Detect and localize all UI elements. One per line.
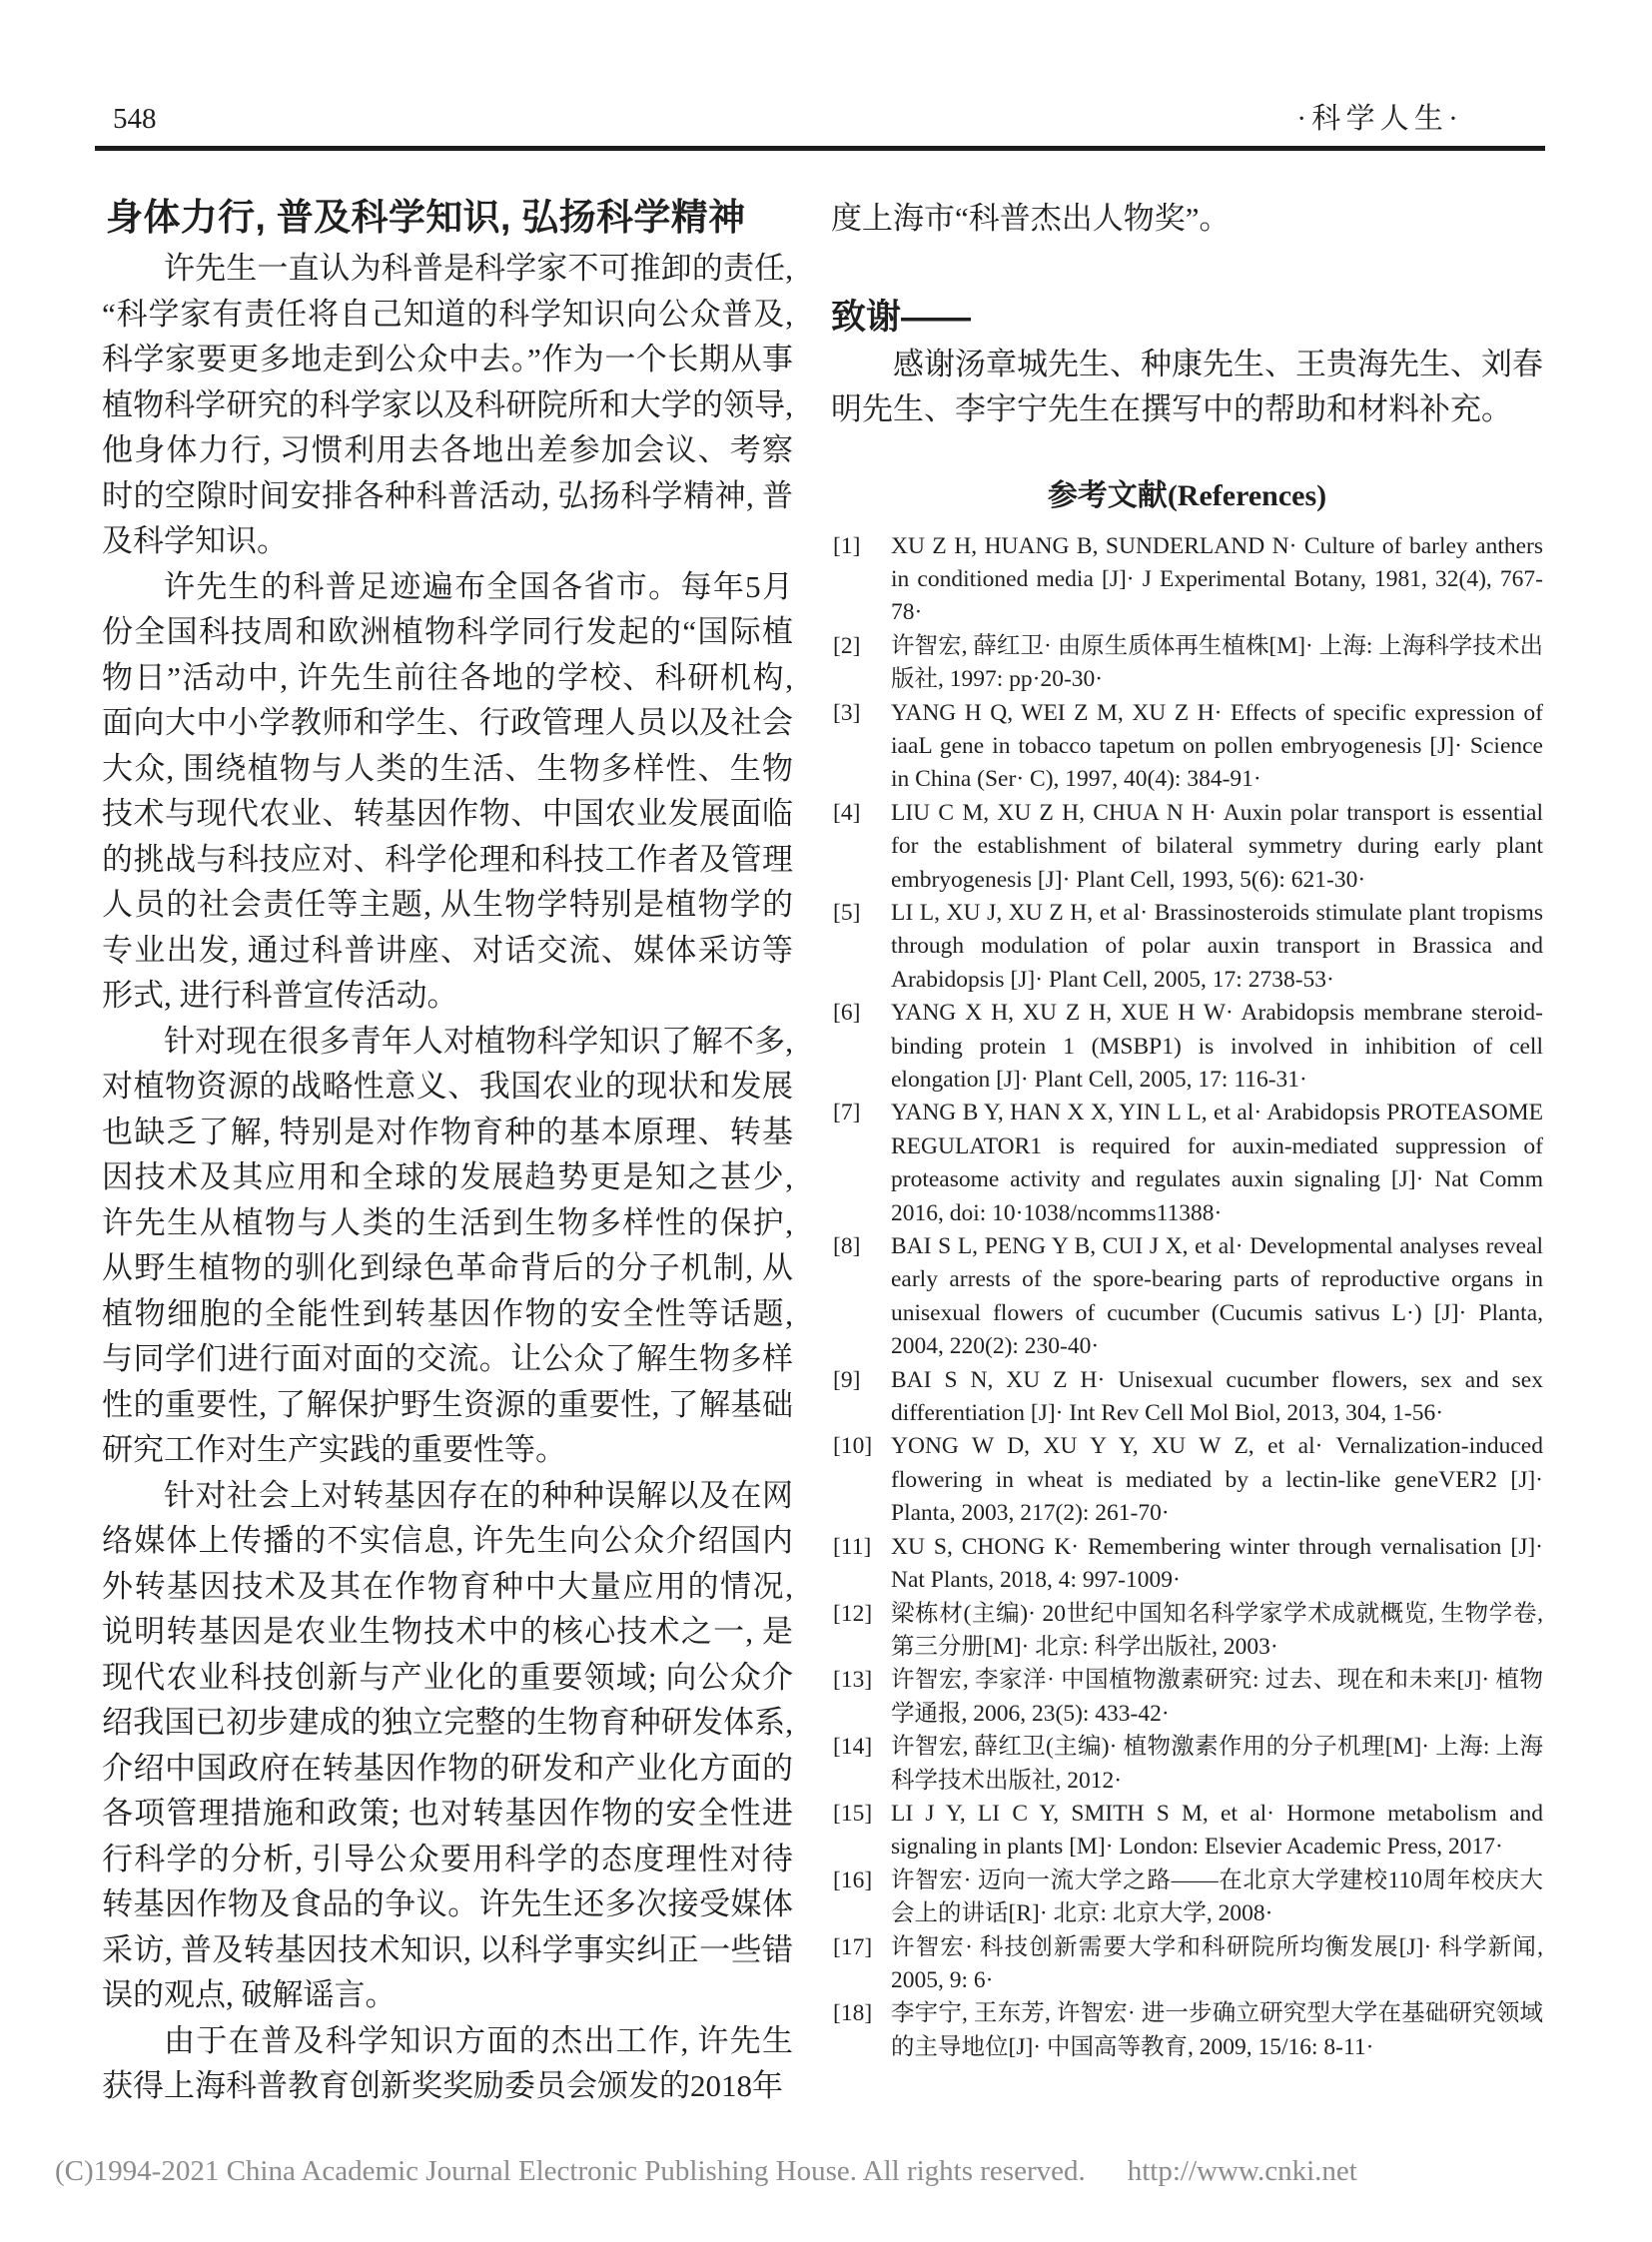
acknowledgement-heading: 致谢——	[831, 297, 972, 337]
reference-number: [2]	[833, 632, 861, 659]
copyright-text: (C)1994-2021 China Academic Journal Electronic Publishing House. All rights reserved.	[55, 2155, 1086, 2187]
reference-number: [15]	[833, 1800, 873, 1827]
references-heading-en: (References)	[1167, 478, 1327, 512]
reference-text: 李宇宁, 王东芳, 许智宏· 进一步确立研究型大学在基础研究领域的主导地位[J]· 中国高等教育, 2009, 15/16: 8-11·	[891, 2000, 1543, 2060]
reference-item	[831, 997, 1543, 1097]
reference-list	[831, 530, 1543, 2065]
reference-item	[831, 897, 1543, 997]
reference-number: [5]	[833, 899, 861, 926]
reference-text: YANG X H, XU Z H, XUE H W· Arabidopsis membrane steroid-binding protein 1 (MSBP1) is involved in inhibition of cell elongation [J]· Plant Cell, 2005, 17: 116-31·	[891, 1000, 1543, 1093]
reference-item	[831, 1997, 1543, 2064]
paragraph: 针对社会上对转基因存在的种种误解以及在网络媒体上传播的不实信息, 许先生向公众介绍国内外转基因技术及其在作物育种中大量应用的情况, 说明转基因是农业生物技术中的核心技术之一, 是现代农业科技创新与产业化的重要领域; 向公众介绍我国已初步建成的独立完整的生物育种研发体系, 介绍中国政府在转基因作物的研发和产业化方面的各项管理措施和政策; 也对转基因作物的安全性进行科学的分析, 引导公众要用科学的态度理性对待转基因作物及食品的争议。许先生还多次接受媒体采访, 普及转基因技术知识, 以科学事实纠正一些错误的观点, 破解谣言。	[102, 1477, 793, 2012]
reference-number: [4]	[833, 799, 861, 826]
cnki-url: http://www.cnki.net	[1127, 2155, 1357, 2187]
references-heading	[831, 476, 1543, 516]
reference-text: BAI S L, PENG Y B, CUI J X, et al· Developmental analyses reveal early arrests of the spore-bearing parts of reproductive organs in unisexual flowers of cucumber (Cucumis sativus L·) [J]· Planta, 2004, 220(2): 230-40·	[891, 1233, 1543, 1360]
reference-text: 许智宏· 科技创新需要大学和科研院所均衡发展[J]· 科学新闻, 2005, 9: 6·	[891, 1933, 1543, 1993]
reference-number: [11]	[833, 1533, 872, 1560]
reference-number: [17]	[833, 1933, 873, 1960]
reference-number: [14]	[833, 1734, 873, 1761]
reference-text: LI L, XU J, XU Z H, et al· Brassinosteroids stimulate plant tropisms through modulation of polar auxin transport in Brassica and Arabidopsis [J]· Plant Cell, 2005, 17: 2738-53·	[891, 899, 1543, 993]
reference-item	[831, 1931, 1543, 1998]
reference-number: [13]	[833, 1667, 873, 1694]
reference-text: BAI S N, XU Z H· Unisexual cucumber flowers, sex and sex differentiation [J]· Int Rev Cell Mol Biol, 2013, 304, 1-56·	[891, 1366, 1543, 1427]
left-column	[102, 196, 793, 2109]
reference-number: [12]	[833, 1600, 873, 1627]
continuation-paragraph: 度上海市“科普杰出人物奖”。	[831, 201, 1231, 236]
reference-item	[831, 630, 1543, 697]
reference-item	[831, 1865, 1543, 1931]
reference-text: YONG W D, XU Y Y, XU W Z, et al· Vernalization-induced flowering in wheat is mediated by a lectin-like geneVER2 [J]· Planta, 2003, 217(2): 261-70·	[891, 1433, 1543, 1527]
reference-text: XU Z H, HUANG B, SUNDERLAND N· Culture of barley anthers in conditioned media [J]· J Experimental Botany, 1981, 32(4), 767-78·	[891, 532, 1543, 626]
header-rule	[95, 146, 1545, 151]
article-heading: 身体力行, 普及科学知识, 弘扬科学精神	[106, 197, 746, 238]
reference-number: [16]	[833, 1867, 873, 1893]
paragraph: 针对现在很多青年人对植物科学知识了解不多, 对植物资源的战略性意义、我国农业的现状和发展也缺乏了解, 特别是对作物育种的基本原理、转基因技术及其应用和全球的发展趋势更是知之甚少, 许先生从植物与人类的生活到生物多样性的保护, 从野生植物的驯化到绿色革命背后的分子机制, 从植物细胞的全能性到转基因作物的安全性等话题, 与同学们进行面对面的交流。让公众了解生物多样性的重要性, 了解保护野生资源的重要性, 了解基础研究工作对生产实践的重要性等。	[102, 1023, 793, 1467]
reference-text: 许智宏, 薛红卫· 由原生质体再生植株[M]· 上海: 上海科学技术出版社, 1997: pp·20-30·	[891, 632, 1543, 693]
reference-text: 梁栋材(主编)· 20世纪中国知名科学家学术成就概览, 生物学卷, 第三分册[M]· 北京: 科学出版社, 2003·	[891, 1600, 1543, 1660]
acknowledgement-paragraph: 感谢汤章城先生、种康先生、王贵海先生、刘春明先生、李宇宁先生在撰写中的帮助和材料补充。	[831, 346, 1543, 426]
reference-number: [9]	[833, 1366, 861, 1393]
reference-item	[831, 1531, 1543, 1598]
reference-number: [3]	[833, 699, 861, 726]
paragraph: 由于在普及科学知识方面的杰出工作, 许先生获得上海科普教育创新奖奖励委员会颁发的2018年	[102, 2022, 793, 2103]
paragraph: 许先生一直认为科普是科学家不可推卸的责任, “科学家有责任将自己知道的科学知识向公众普及, 科学家要更多地走到公众中去。”作为一个长期从事植物科学研究的科学家以及科研院所和大学的领导, 他身体力行, 习惯利用去各地出差参加会议、考察时的空隙时间安排各种科普活动, 弘扬科学精神, 普及科学知识。	[102, 251, 793, 558]
reference-text: LI J Y, LI C Y, SMITH S M, et al· Hormone metabolism and signaling in plants [M]· London: Elsevier Academic Press, 2017·	[891, 1800, 1543, 1861]
reference-text: YANG B Y, HAN X X, YIN L L, et al· Arabidopsis PROTEASOME REGULATOR1 is required for auxin-mediated suppression of proteasome activity and regulates auxin signaling [J]· Nat Comm 2016, doi: 10·1038/ncomms11388·	[891, 1100, 1543, 1226]
reference-number: [6]	[833, 1000, 861, 1027]
reference-item	[831, 1230, 1543, 1364]
reference-number: [7]	[833, 1100, 861, 1126]
right-column	[831, 196, 1543, 2064]
reference-number: [10]	[833, 1433, 873, 1460]
page-number: 548	[113, 103, 157, 135]
reference-item	[831, 797, 1543, 897]
references-heading-zh: 参考文献	[1047, 478, 1168, 512]
page-footer	[55, 2153, 1598, 2189]
section-label: ·科学人生·	[1296, 103, 1463, 135]
reference-text: 许智宏, 薛红卫(主编)· 植物激素作用的分子机理[M]· 上海: 上海科学技术出版社, 2012·	[891, 1734, 1543, 1794]
reference-text: XU S, CHONG K· Remembering winter through vernalisation [J]· Nat Plants, 2018, 4: 997-1009·	[891, 1533, 1543, 1594]
reference-item	[831, 1364, 1543, 1431]
reference-item	[831, 1798, 1543, 1865]
paragraph: 许先生的科普足迹遍布全国各省市。每年5月份全国科技周和欧洲植物科学同行发起的“国际植物日”活动中, 许先生前往各地的学校、科研机构, 面向大中小学教师和学生、行政管理人员以及社会大众, 围绕植物与人类的生活、生物多样性、生物技术与现代农业、转基因作物、中国农业发展面临的挑战与科技应对、科学伦理和科技工作者及管理人员的社会责任等主题, 从生物学特别是植物学的专业出发, 通过科普讲座、对话交流、媒体采访等形式, 进行科普宣传活动。	[102, 568, 793, 1013]
reference-item	[831, 530, 1543, 630]
reference-item	[831, 1731, 1543, 1798]
reference-item	[831, 1598, 1543, 1665]
reference-item	[831, 1097, 1543, 1230]
reference-text: 许智宏· 迈向一流大学之路——在北京大学建校110周年校庆大会上的讲话[R]· 北京: 北京大学, 2008·	[891, 1867, 1543, 1927]
page-header	[113, 96, 1463, 137]
reference-number: [8]	[833, 1233, 861, 1260]
reference-text: LIU C M, XU Z H, CHUA N H· Auxin polar transport is essential for the establishment of bilateral symmetry during early plant embryogenesis [J]· Plant Cell, 1993, 5(6): 621-30·	[891, 799, 1543, 893]
reference-item	[831, 1430, 1543, 1530]
reference-text: YANG H Q, WEI Z M, XU Z H· Effects of specific expression of iaaL gene in tobacco tapetum on pollen embryogenesis [J]· Science in China (Ser· C), 1997, 40(4): 384-91·	[891, 699, 1543, 793]
reference-item	[831, 697, 1543, 797]
reference-number: [1]	[833, 532, 861, 559]
reference-number: [18]	[833, 2000, 873, 2027]
reference-item	[831, 1664, 1543, 1731]
reference-text: 许智宏, 李家洋· 中国植物激素研究: 过去、现在和未来[J]· 植物学通报, 2006, 23(5): 433-42·	[891, 1667, 1543, 1727]
